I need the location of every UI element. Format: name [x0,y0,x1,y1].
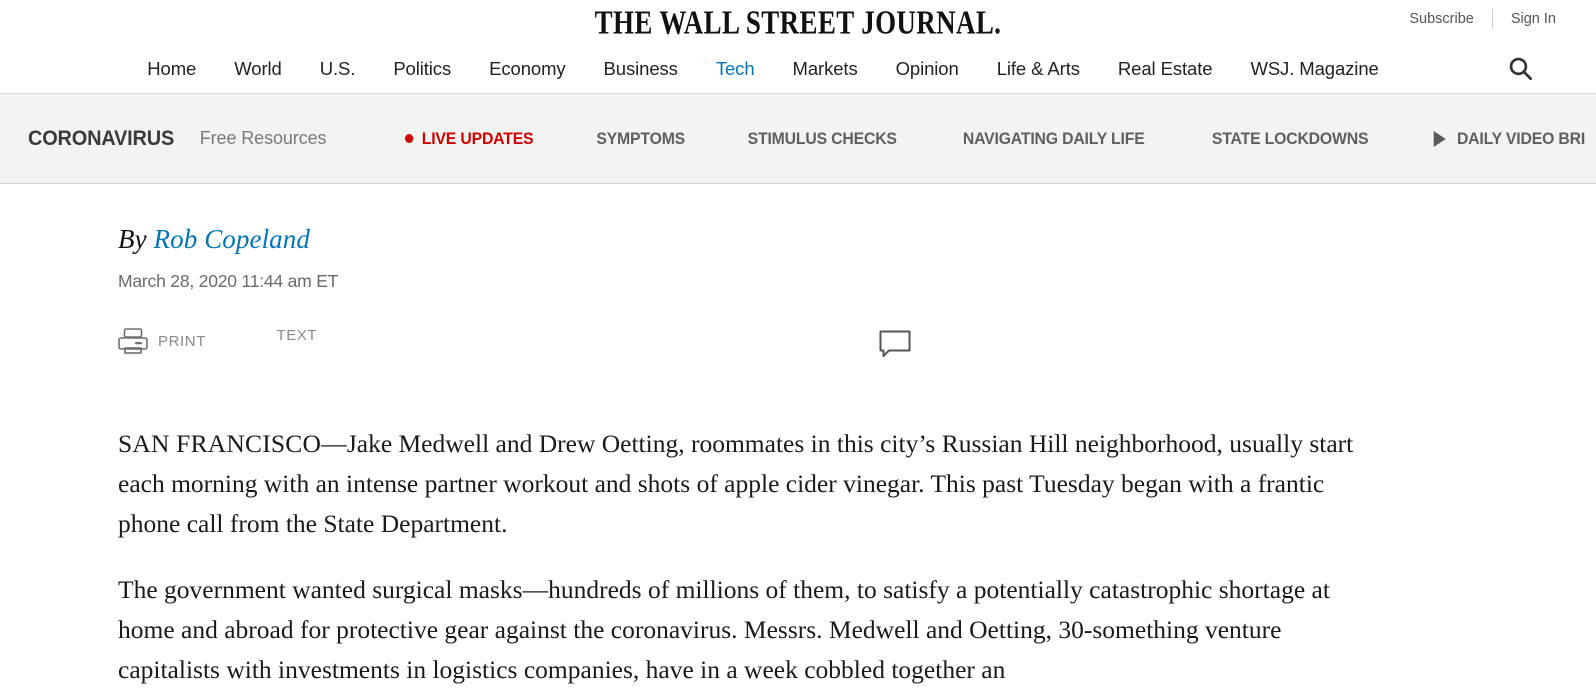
coronavirus-link-state-lockdowns[interactable]: STATE LOCKDOWNS [1211,128,1369,148]
search-icon [1507,55,1534,82]
nav-item-list [0,44,1596,93]
nav-item-tech[interactable]: Tech [715,57,755,79]
article-paragraph [118,424,1388,544]
printer-icon [118,327,148,355]
nav-item-real-estate[interactable]: Real Estate [1117,57,1213,79]
publish-timestamp: March 28, 2020 11:44 am ET [118,271,339,291]
author-link[interactable]: Rob Copeland [153,224,310,254]
comments-button[interactable] [878,329,912,359]
nav-item-world[interactable]: World [234,57,282,79]
byline-prefix: By [118,224,147,254]
coronavirus-link-symptoms[interactable]: SYMPTOMS [595,128,685,148]
nav-item-markets[interactable]: Markets [792,57,858,79]
live-updates-label: LIVE UPDATES [422,128,534,148]
masthead-account-links [1391,9,1574,29]
live-dot-icon [405,134,413,143]
nav-item-economy[interactable]: Economy [489,57,566,79]
coronavirus-link-navigating-daily-life[interactable]: NAVIGATING DAILY LIFE [963,128,1145,148]
coronavirus-banner-title: CORONAVIRUS [28,126,175,150]
daily-video-briefing-label: DAILY VIDEO BRI [1456,128,1586,148]
daily-video-briefing-link[interactable] [1409,129,1596,149]
article-toolbar [118,327,1596,371]
print-button[interactable] [118,327,206,355]
nav-item-home[interactable]: Home [147,57,197,79]
byline [118,224,1596,255]
nav-item-u-s[interactable]: U.S. [319,57,356,79]
print-label: PRINT [158,332,206,350]
nav-item-opinion[interactable]: Opinion [895,57,959,79]
nav-item-wsj-magazine[interactable]: WSJ. Magazine [1250,57,1379,79]
article-paragraph-text: The government wanted surgical masks—hundreds of millions of them, to satisfy a potentially catastrophic shortage at home and abroad for protective gear against the coronavirus. Messrs. Medwell and Oetting, 30-something venture capitalists with investments in logistics companies, have in a week cobbled together an [118,575,1330,684]
masthead [0,0,1596,44]
nav-item-business[interactable]: Business [603,57,678,79]
article-dateline: SAN FRANCISCO— [118,429,347,458]
sign-in-link[interactable]: Sign In [1510,11,1556,27]
article-paragraph [118,570,1388,690]
text-size-button[interactable] [276,327,317,344]
coronavirus-banner [0,94,1596,184]
coronavirus-banner-subtitle: Free Resources [199,128,327,148]
text-label: TEXT [276,327,318,344]
search-button[interactable] [1504,53,1536,85]
nav-item-politics[interactable]: Politics [393,57,452,79]
wsj-logo[interactable]: THE WALL STREET JOURNAL. [594,4,1002,42]
coronavirus-link-list [378,129,1596,149]
article-paragraph-text: Jake Medwell and Drew Oetting, roommates in this city’s Russian Hill neighborhood, usually start each morning with an intense partner workout and shots of apple cider vinegar. This past Tuesday began with a frantic phone call from the State Department. [118,429,1354,538]
coronavirus-link-stimulus-checks[interactable]: STIMULUS CHECKS [747,128,897,148]
live-updates-link[interactable] [385,129,559,149]
subscribe-link[interactable]: Subscribe [1409,11,1474,27]
play-icon [1434,131,1446,147]
article-paragraph-list [118,424,1596,690]
nav-item-life-arts[interactable]: Life & Arts [996,57,1080,79]
comment-icon [878,329,912,359]
main-navigation [0,44,1596,94]
article-body [0,224,1596,690]
